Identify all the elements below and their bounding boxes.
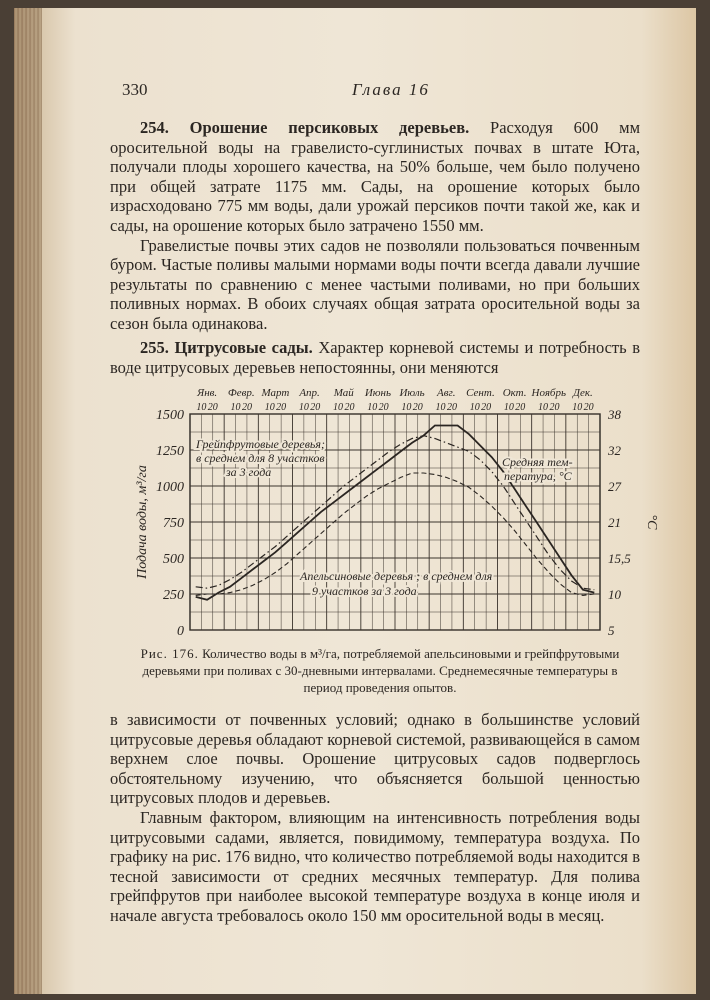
day-tick-label: 20	[241, 402, 252, 413]
day-tick-label: 10	[333, 402, 344, 413]
day-tick-label: 20	[515, 402, 526, 413]
month-label: Июнь	[364, 387, 392, 399]
figure-176-chart	[100, 382, 659, 644]
page-spine-edge	[14, 8, 42, 994]
annotation-orange-line2: 9 участков за 3 года	[312, 584, 417, 598]
y-left-tick-label: 1000	[156, 480, 184, 495]
y-left-tick-label: 1250	[156, 444, 184, 459]
month-label: Окт.	[502, 387, 527, 399]
month-label: Сент.	[466, 387, 495, 399]
month-label: Июль	[399, 387, 425, 399]
y-axis-label-right: °C	[644, 514, 659, 530]
day-tick-label: 20	[446, 402, 457, 413]
section-254-paragraph-2: Гравелистые почвы этих садов не позволяли пользоваться почвенным буром. Частые поливы малыми нормами воды почти всегда давали лучшие результаты по сравнению с менее частыми поливами, но при больших поливных нормах. В обоих случаях общая затрата оросительной воды за сезон была одинакова.	[110, 235, 640, 333]
day-tick-label: 10	[230, 402, 241, 413]
day-tick-label: 20	[276, 402, 287, 413]
page-number: 330	[122, 80, 148, 99]
y-right-tick-label: 10	[608, 587, 621, 602]
day-tick-label: 10	[264, 402, 275, 413]
figure-caption	[140, 645, 620, 696]
y-right-tick-label: 38	[608, 407, 621, 422]
section-254-paragraph-1	[110, 118, 640, 236]
section-255-paragraph-3: Главным фактором, влияющим на интенсивность потребления воды цитрусовыми садами, является, повидимому, температура воздуха. По графику на рис. 176 видно, что количество потребляемой воды находится в тесной зависимости от средних месячных температур. Для полива грейпфрутов при наиболее высокой температуре воздуха в конце июля и начале августа требовалось около 150 мм оросительной воды в месяц.	[110, 807, 640, 925]
section-255-paragraph-2: в зависимости от почвенных условий; однако в большинстве условий цитрусовые деревья обладают корневой системой, развивающейся в самом верхнем слое почвы. Орошение цитрусовых садов подверглось обстоятельному изучению, что объясняется большой ценностью цитрусовых плодов и деревьев.	[110, 710, 640, 808]
day-tick-label: 10	[435, 402, 446, 413]
month-label: Май	[333, 387, 354, 399]
day-tick-label: 20	[481, 402, 492, 413]
section-255-text: Характер корневой системы и потребность в воде цитрусовых деревьев непостоянны, они меняются	[110, 338, 641, 377]
y-left-tick-label: 500	[163, 552, 184, 567]
month-label: Март	[261, 387, 290, 399]
y-right-tick-label: 27	[608, 479, 621, 494]
y-left-tick-label: 250	[163, 588, 184, 603]
day-tick-label: 20	[310, 402, 321, 413]
y-axis-label-left: Подача воды, м³/га	[135, 465, 150, 579]
day-tick-label: 20	[549, 402, 560, 413]
day-tick-label: 10	[469, 402, 480, 413]
day-tick-label: 20	[412, 402, 423, 413]
month-label: Апр.	[299, 387, 320, 399]
figure-caption-text: Количество воды в м³/га, потребляемой апельсиновыми и грейпфрутовыми деревьями при поливах с 30-дневными интервалами. Среднемесячные температуры в период проведения опытов.	[142, 646, 620, 695]
month-label: Авг.	[437, 387, 456, 399]
day-tick-label: 10	[298, 402, 309, 413]
month-label: Февр.	[227, 387, 255, 399]
y-right-tick-label: 15,5	[608, 551, 631, 566]
section-254-number: 254.	[140, 118, 169, 137]
annotation-temperature-line2: пература, °C	[504, 469, 572, 483]
section-254	[110, 118, 640, 334]
figure-label: Рис. 176.	[140, 646, 199, 661]
month-label: Дек.	[573, 387, 593, 399]
annotation-grapefruit-line1: Грейпфрутовые деревья;	[196, 437, 325, 451]
day-tick-label: 10	[572, 402, 583, 413]
section-254-title: Орошение персиковых деревьев.	[189, 118, 470, 137]
section-255-paragraph-1	[110, 338, 640, 377]
section-255-continued	[110, 710, 640, 926]
y-right-tick-label: 21	[608, 515, 621, 530]
section-255-title: Цитрусовые сады.	[174, 338, 313, 357]
day-tick-label: 10	[401, 402, 412, 413]
page-header	[122, 80, 662, 104]
month-label: Янв.	[196, 387, 218, 399]
day-tick-label: 20	[583, 402, 594, 413]
water-temperature-chart	[100, 382, 659, 644]
day-tick-label: 10	[196, 402, 207, 413]
annotation-grapefruit-line3: за 3 года	[226, 465, 272, 479]
month-label: Ноябрь	[531, 387, 566, 399]
day-tick-label: 10	[503, 402, 514, 413]
y-left-tick-label: 750	[163, 516, 184, 531]
y-right-tick-label: 32	[608, 443, 621, 458]
annotation-temperature-line1: Средняя тем-	[502, 455, 573, 469]
day-tick-label: 20	[207, 402, 218, 413]
section-255-start	[110, 338, 640, 377]
y-left-tick-label: 1500	[156, 408, 184, 423]
annotation-orange-line1: Апельсиновые деревья ; в среднем для	[300, 569, 493, 583]
chapter-title: Глава 16	[352, 80, 430, 99]
annotation-grapefruit-line2: в среднем для 8 участков	[196, 451, 325, 465]
y-right-tick-label: 5	[608, 623, 615, 638]
y-left-tick-label: 0	[177, 624, 184, 639]
day-tick-label: 20	[344, 402, 355, 413]
day-tick-label: 10	[367, 402, 378, 413]
day-tick-label: 20	[378, 402, 389, 413]
day-tick-label: 10	[538, 402, 549, 413]
section-255-number: 255.	[140, 338, 169, 357]
section-254-text: Расходуя 600 мм оросительной воды на гравелисто-суглинистых почвах в штате Юта, получали плоды хорошего качества, на 50% больше, чем было получено при общей затрате 1175 мм. Сады, на орошение которых было израсходовано 775 мм воды, дали урожай персиков почти такой же, как и сады, на орошение которых было затрачено 1550 мм.	[110, 118, 641, 235]
